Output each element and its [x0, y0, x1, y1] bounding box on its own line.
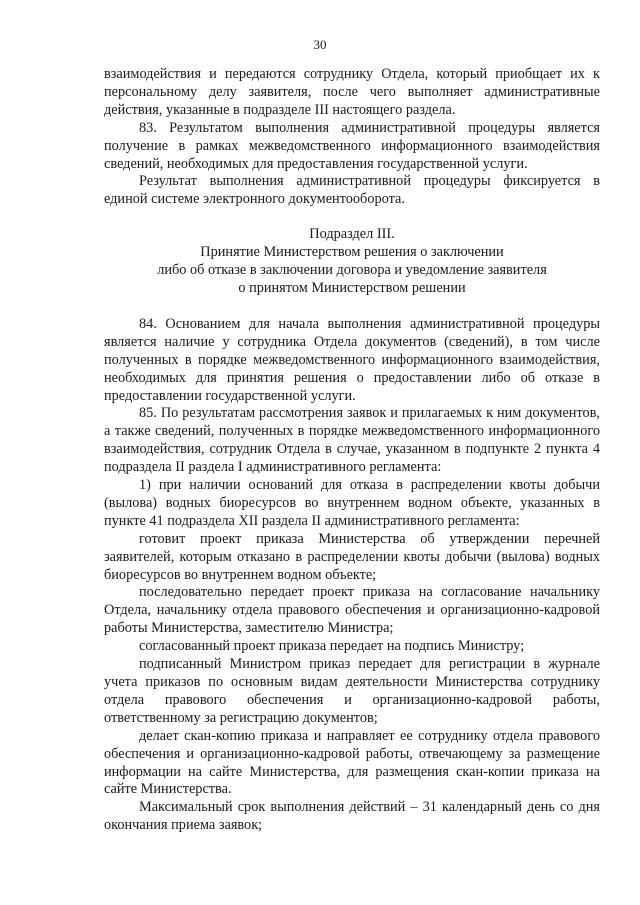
paragraph-deadline: Максимальный срок выполнения действий – 31 календарный день со дня окончания приема заявок; [104, 799, 600, 834]
paragraph-84: 84. Основанием для начала выполнения административной процедуры является наличие у сотрудника Отдела документов (сведений), в том числе полученных в порядке межведомственного информационного взаимодействия, необходимых для принятия решения о предоставлении либо об отказе в предоставлении государственной услуги. [104, 315, 600, 404]
document-body [104, 66, 600, 835]
subsection-number: Подраздел III. [309, 226, 395, 243]
subsection-title-line-3: о принятом Министерством решении [238, 279, 466, 296]
paragraph-approval: последовательно передает проект приказа на согласование начальнику Отдела, начальнику отдела правового обеспечения и организационно-кадровой работы Министерства, заместителю Министра; [104, 584, 600, 637]
paragraph-scan-copy: делает скан-копию приказа и направляет ее сотруднику отдела правового обеспечения и организационно-кадровой работы, отвечающему за размещение информации на сайте Министерства, для размещения скан-копии приказа на сайте Министерства. [104, 727, 600, 798]
paragraph-83-result: Результат выполнения административной процедуры фиксируется в единой системе электронного документооборота. [104, 173, 600, 208]
paragraph-83: 83. Результатом выполнения административной процедуры является получение в рамках межведомственного информационного взаимодействия сведений, необходимых для предоставления государственной услуги. [104, 119, 600, 172]
paragraph-prepare-order: готовит проект приказа Министерства об утверждении перечней заявителей, которым отказано в распределении квоты добычи (вылова) водных биоресурсов во внутреннем водном объекте; [104, 530, 600, 583]
paragraph-continuation: взаимодействия и передаются сотруднику Отдела, который приобщает их к персональному делу заявителя, после чего выполняет административные действия, указанные в подразделе III настоящего раздела. [104, 66, 600, 118]
paragraph-registration: подписанный Министром приказ передает для регистрации в журнале учета приказов по основным видам деятельности Министерства сотруднику отдела правового обеспечения и организационно-кадровой работы, ответственному за регистрацию документов; [104, 656, 600, 726]
paragraph-85-item-1: 1) при наличии оснований для отказа в распределении квоты добычи (вылова) водных биоресурсов во внутреннем водном объекте, указанных в пункте 41 подраздела XII раздела II административного регламента: [104, 477, 600, 529]
subsection-title-line-2: либо об отказе в заключении договора и уведомление заявителя [157, 262, 547, 279]
paragraph-85: 85. По результатам рассмотрения заявок и прилагаемых к ним документов, а также сведений, полученных в порядке межведомственного информационного взаимодействия, сотрудник Отдела в случае, указанном в подпункте 2 пункта 4 подраздела II раздела I административного регламента: [104, 405, 600, 476]
page-number: 30 [313, 37, 327, 52]
subsection-title-line-1: Принятие Министерством решения о заключении [200, 244, 504, 261]
paragraph-signature: согласованный проект приказа передает на подпись Министру; [139, 638, 525, 655]
